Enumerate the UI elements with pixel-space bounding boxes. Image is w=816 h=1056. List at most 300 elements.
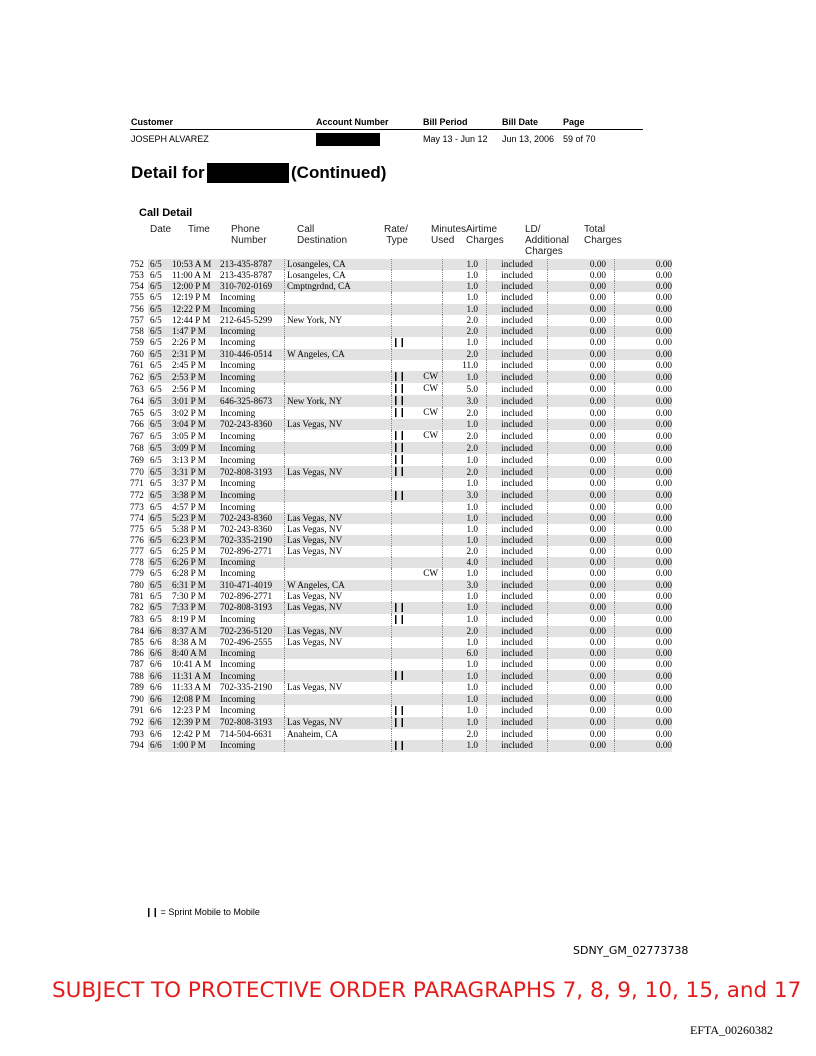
total-charges: 0.00 — [615, 371, 673, 383]
minutes-used: 1.0 — [443, 292, 487, 303]
minutes-used: 1.0 — [443, 371, 487, 383]
col-minutes: Minutes Used — [431, 224, 467, 246]
table-row — [130, 430, 672, 442]
ld-charges: 0.00 — [548, 270, 615, 281]
call-time: 6:25 P M — [172, 546, 206, 557]
minutes-used: 1.0 — [443, 259, 487, 270]
call-date: 6/5 — [150, 590, 162, 601]
call-destination: W Angeles, CA — [285, 349, 392, 360]
rate-type — [392, 568, 443, 579]
table-row — [130, 659, 672, 670]
total-charges: 0.00 — [655, 454, 672, 465]
call-date: 6/5 — [148, 535, 168, 546]
total-charges: 0.00 — [615, 694, 673, 705]
rate-type — [392, 502, 443, 513]
call-destination: Las Vegas, NV — [285, 591, 392, 602]
airtime-charges: included — [487, 670, 548, 682]
call-time: 6:26 P M — [168, 557, 220, 568]
call-time: 12:22 P M — [168, 304, 220, 315]
row-number: 762 — [130, 371, 144, 382]
table-row — [130, 442, 672, 454]
ld-charges: 0.00 — [548, 694, 615, 705]
rate-type — [392, 478, 443, 489]
call-time: 3:13 P M — [172, 454, 206, 465]
airtime-charges: included — [487, 419, 548, 430]
ld-charges: 0.00 — [548, 490, 615, 502]
row-number: 773 — [130, 501, 144, 512]
rate-type — [392, 337, 443, 349]
call-date: 6/5 — [148, 513, 168, 524]
total-charges: 0.00 — [655, 637, 672, 648]
call-time: 12:42 P M — [172, 728, 211, 739]
row-number: 767 — [130, 430, 144, 441]
phone-number: 702-243-8360 — [220, 524, 285, 535]
ld-charges: 0.00 — [548, 546, 615, 557]
minutes-used: 3.0 — [443, 395, 487, 407]
call-destination — [285, 407, 392, 419]
phone-number: 310-471-4019 — [220, 580, 285, 591]
rate-type — [392, 626, 443, 637]
call-destination — [285, 568, 392, 579]
table-row — [130, 395, 672, 407]
airtime-charges: included — [487, 490, 548, 502]
minutes-used: 11.0 — [443, 360, 487, 371]
table-row — [130, 337, 672, 349]
airtime-charges: included — [487, 349, 548, 360]
call-date: 6/5 — [150, 546, 162, 557]
rate-type — [392, 371, 443, 383]
phone-number: 702-236-5120 — [220, 626, 285, 637]
table-row — [130, 292, 672, 303]
legend-text: = Sprint Mobile to Mobile — [160, 907, 260, 917]
airtime-charges: included — [487, 513, 548, 524]
row-number: 758 — [130, 325, 144, 336]
phone-number: Incoming — [220, 454, 285, 466]
total-charges: 0.00 — [655, 614, 672, 625]
call-date: 6/5 — [148, 281, 168, 292]
minutes-used: 2.0 — [443, 626, 487, 637]
table-row — [130, 270, 672, 281]
call-time: 3:02 P M — [172, 407, 206, 418]
airtime-charges: included — [487, 602, 548, 614]
airtime-charges: included — [487, 568, 548, 579]
call-date: 6/6 — [150, 705, 162, 716]
table-row — [130, 360, 672, 371]
section-title: Call Detail — [139, 207, 193, 219]
airtime-charges: included — [487, 383, 548, 395]
call-destination: Cmptngrdnd, CA — [285, 281, 392, 292]
rate-type — [392, 591, 443, 602]
rate-type — [392, 513, 443, 524]
mobile-to-mobile-icon: ❙❙ — [392, 372, 406, 383]
rate-type — [392, 614, 443, 626]
row-number: 786 — [130, 648, 144, 659]
call-destination: Las Vegas, NV — [285, 419, 392, 430]
rate-type — [392, 729, 443, 740]
customer-label: Customer — [131, 117, 174, 127]
airtime-charges: included — [487, 705, 548, 717]
call-destination — [285, 694, 392, 705]
account-number-label: Account Number — [316, 117, 389, 127]
minutes-used: 2.0 — [443, 315, 487, 326]
minutes-used: 1.0 — [443, 659, 487, 670]
row-number: 785 — [130, 637, 144, 648]
call-destination — [285, 337, 392, 349]
table-row — [130, 490, 672, 502]
total-charges: 0.00 — [615, 442, 673, 454]
total-charges: 0.00 — [615, 395, 673, 407]
redaction-account — [316, 133, 380, 146]
minutes-used: 2.0 — [443, 430, 487, 442]
call-destination — [285, 292, 392, 303]
phone-number: Incoming — [220, 442, 285, 454]
call-date: 6/5 — [150, 337, 162, 348]
table-row — [130, 371, 672, 383]
total-charges: 0.00 — [615, 419, 673, 430]
total-charges: 0.00 — [655, 407, 672, 418]
ld-charges: 0.00 — [548, 466, 615, 478]
row-number: 764 — [130, 395, 144, 406]
call-time: 3:37 P M — [172, 478, 206, 489]
table-row — [130, 637, 672, 648]
phone-number: Incoming — [220, 371, 285, 383]
phone-number: 310-446-0514 — [220, 349, 285, 360]
minutes-used: 1.0 — [443, 717, 487, 729]
table-row — [130, 454, 672, 466]
row-number: 792 — [130, 717, 144, 728]
phone-number: Incoming — [220, 557, 285, 568]
airtime-charges: included — [487, 682, 548, 693]
phone-number: Incoming — [220, 614, 285, 626]
ld-charges: 0.00 — [548, 717, 615, 729]
call-time: 6:23 P M — [168, 535, 220, 546]
ld-charges: 0.00 — [548, 513, 615, 524]
minutes-used: 2.0 — [443, 326, 487, 337]
total-charges: 0.00 — [655, 728, 672, 739]
minutes-used: 1.0 — [443, 513, 487, 524]
ld-charges: 0.00 — [548, 360, 615, 371]
row-number: 794 — [130, 740, 144, 751]
rate-type — [392, 717, 443, 729]
minutes-used: 1.0 — [443, 568, 487, 579]
call-time: 8:37 A M — [168, 626, 220, 637]
ld-charges: 0.00 — [548, 580, 615, 591]
protective-order-notice: SUBJECT TO PROTECTIVE ORDER PARAGRAPHS 7, 8, 9, 10, 15, and 17 — [52, 978, 802, 1003]
call-time: 1:00 P M — [168, 740, 220, 752]
rate-type — [392, 419, 443, 430]
ld-charges: 0.00 — [548, 478, 615, 489]
call-destination: Las Vegas, NV — [285, 513, 392, 524]
phone-number: Incoming — [220, 568, 285, 579]
rate-type — [392, 659, 443, 670]
phone-number: Incoming — [220, 383, 285, 395]
phone-number: Incoming — [220, 670, 285, 682]
call-destination — [285, 740, 392, 752]
call-destination — [285, 659, 392, 670]
minutes-used: 1.0 — [443, 535, 487, 546]
ld-charges: 0.00 — [548, 442, 615, 454]
call-time: 5:38 P M — [172, 523, 206, 534]
call-time: 5:23 P M — [168, 513, 220, 524]
airtime-charges: included — [487, 270, 548, 281]
call-time: 1:47 P M — [168, 326, 220, 337]
airtime-charges: included — [487, 454, 548, 466]
row-number: 784 — [130, 625, 144, 636]
call-destination — [285, 371, 392, 383]
mobile-to-mobile-icon: ❙❙ — [392, 443, 406, 454]
table-row — [130, 729, 672, 740]
minutes-used: 1.0 — [443, 270, 487, 281]
call-date: 6/5 — [150, 478, 162, 489]
airtime-charges: included — [487, 535, 548, 546]
row-number: 793 — [130, 728, 144, 739]
row-number: 771 — [130, 478, 144, 489]
call-time: 4:57 P M — [172, 501, 206, 512]
phone-number: Incoming — [220, 490, 285, 502]
total-charges: 0.00 — [615, 513, 673, 524]
minutes-used: 1.0 — [443, 614, 487, 626]
table-row — [130, 535, 672, 546]
table-row — [130, 513, 672, 524]
ld-charges: 0.00 — [548, 371, 615, 383]
mobile-to-mobile-icon: ❙❙ — [392, 490, 406, 501]
detail-title-prefix: Detail for — [131, 163, 205, 182]
airtime-charges: included — [487, 360, 548, 371]
col-destination: Call Destination — [297, 224, 348, 246]
table-row — [130, 591, 672, 602]
minutes-used: 1.0 — [443, 304, 487, 315]
mobile-to-mobile-icon: ❙❙ — [392, 431, 406, 442]
airtime-charges: included — [487, 591, 548, 602]
row-number: 779 — [130, 568, 144, 579]
airtime-charges: included — [487, 292, 548, 303]
call-date: 6/5 — [150, 614, 162, 625]
ld-charges: 0.00 — [548, 568, 615, 579]
call-date: 6/6 — [148, 648, 168, 659]
rate-type — [392, 557, 443, 568]
call-time: 3:05 P M — [172, 430, 206, 441]
total-charges: 0.00 — [615, 281, 673, 292]
phone-number: 646-325-8673 — [220, 395, 285, 407]
total-charges: 0.00 — [655, 292, 672, 303]
phone-number: 702-896-2771 — [220, 546, 285, 557]
ld-charges: 0.00 — [548, 383, 615, 395]
call-time: 2:45 P M — [172, 360, 206, 371]
rate-type — [392, 682, 443, 693]
call-destination — [285, 360, 392, 371]
phone-number: 310-702-0169 — [220, 281, 285, 292]
bill-period-value: May 13 - Jun 12 — [423, 134, 488, 144]
call-destination — [285, 670, 392, 682]
row-number: 791 — [130, 705, 144, 716]
airtime-charges: included — [487, 395, 548, 407]
total-charges: 0.00 — [655, 523, 672, 534]
rate-type — [392, 490, 443, 502]
table-row — [130, 349, 672, 360]
minutes-used: 1.0 — [443, 502, 487, 513]
minutes-used: 1.0 — [443, 524, 487, 535]
row-number: 755 — [130, 292, 144, 303]
total-charges: 0.00 — [655, 383, 672, 394]
call-date: 6/5 — [150, 430, 162, 441]
table-row — [130, 740, 672, 752]
total-charges: 0.00 — [655, 546, 672, 557]
call-time: 12:44 P M — [172, 314, 211, 325]
rate-type — [392, 304, 443, 315]
phone-number: Incoming — [220, 360, 285, 371]
call-destination — [285, 304, 392, 315]
total-charges: 0.00 — [615, 304, 673, 315]
minutes-used: 1.0 — [443, 740, 487, 752]
minutes-used: 4.0 — [443, 557, 487, 568]
ld-charges: 0.00 — [548, 670, 615, 682]
airtime-charges: included — [487, 614, 548, 626]
call-date: 6/5 — [150, 360, 162, 371]
row-number: 781 — [130, 590, 144, 601]
row-number: 754 — [130, 281, 144, 292]
call-date: 6/5 — [150, 568, 162, 579]
mobile-to-mobile-icon: ❙❙ — [392, 740, 406, 751]
ld-charges: 0.00 — [548, 524, 615, 535]
total-charges: 0.00 — [615, 670, 673, 682]
minutes-used: 1.0 — [443, 602, 487, 614]
call-waiting-label: CW — [423, 383, 438, 394]
phone-number: Incoming — [220, 478, 285, 489]
call-date: 6/5 — [150, 501, 162, 512]
call-destination: Las Vegas, NV — [285, 546, 392, 557]
call-time: 6:28 P M — [172, 568, 206, 579]
row-number: 778 — [130, 557, 144, 568]
table-row — [130, 568, 672, 579]
phone-number: Incoming — [220, 694, 285, 705]
call-destination — [285, 478, 392, 489]
ld-charges: 0.00 — [548, 315, 615, 326]
row-number: 788 — [130, 670, 144, 681]
call-destination: Las Vegas, NV — [285, 626, 392, 637]
total-charges: 0.00 — [615, 717, 673, 729]
rate-type — [392, 430, 443, 442]
row-number: 769 — [130, 454, 144, 465]
phone-number: Incoming — [220, 292, 285, 303]
total-charges: 0.00 — [615, 626, 673, 637]
row-number: 756 — [130, 303, 144, 314]
row-number: 753 — [130, 270, 144, 281]
phone-number: 213-435-8787 — [220, 270, 285, 281]
row-number: 765 — [130, 407, 144, 418]
call-date: 6/6 — [150, 728, 162, 739]
table-row — [130, 546, 672, 557]
redaction-title — [207, 163, 289, 183]
row-number: 780 — [130, 579, 144, 590]
call-date: 6/6 — [148, 670, 168, 682]
rate-type — [392, 546, 443, 557]
airtime-charges: included — [487, 626, 548, 637]
call-date: 6/5 — [148, 304, 168, 315]
ld-charges: 0.00 — [548, 682, 615, 693]
call-waiting-label: CW — [423, 407, 438, 418]
call-time: 2:31 P M — [168, 349, 220, 360]
total-charges: 0.00 — [655, 478, 672, 489]
row-number: 782 — [130, 602, 144, 613]
call-date: 6/5 — [148, 419, 168, 430]
call-time: 3:04 P M — [168, 419, 220, 430]
rate-type — [392, 694, 443, 705]
ld-charges: 0.00 — [548, 637, 615, 648]
minutes-used: 5.0 — [443, 383, 487, 395]
ld-charges: 0.00 — [548, 602, 615, 614]
total-charges: 0.00 — [655, 270, 672, 281]
call-date: 6/6 — [150, 659, 162, 670]
phone-number: 702-243-8360 — [220, 419, 285, 430]
call-date: 6/6 — [150, 637, 162, 648]
row-number: 770 — [130, 466, 144, 477]
row-number: 783 — [130, 614, 144, 625]
ld-charges: 0.00 — [548, 430, 615, 442]
call-destination: Losangeles, CA — [285, 270, 392, 281]
phone-number: Incoming — [220, 304, 285, 315]
call-time: 8:19 P M — [172, 614, 206, 625]
phone-number: 702-808-3193 — [220, 717, 285, 729]
rate-type — [392, 466, 443, 478]
call-destination: W Angeles, CA — [285, 580, 392, 591]
ld-charges: 0.00 — [548, 659, 615, 670]
call-time: 8:40 A M — [168, 648, 220, 659]
ld-charges: 0.00 — [548, 407, 615, 419]
call-waiting-label: CW — [423, 430, 438, 441]
minutes-used: 3.0 — [443, 490, 487, 502]
call-date: 6/6 — [148, 626, 168, 637]
ld-charges: 0.00 — [548, 614, 615, 626]
bates-number: SDNY_GM_02773738 — [573, 944, 689, 957]
rate-type — [392, 740, 443, 752]
call-time: 2:56 P M — [172, 383, 206, 394]
bill-date-value: Jun 13, 2006 — [502, 134, 555, 144]
airtime-charges: included — [487, 281, 548, 292]
total-charges: 0.00 — [615, 580, 673, 591]
rate-type — [392, 580, 443, 591]
rate-type — [392, 315, 443, 326]
airtime-charges: included — [487, 430, 548, 442]
ld-charges: 0.00 — [548, 349, 615, 360]
total-charges: 0.00 — [655, 314, 672, 325]
call-time: 3:38 P M — [168, 490, 220, 502]
rate-type — [392, 383, 443, 395]
call-destination — [285, 614, 392, 626]
bill-period-label: Bill Period — [423, 117, 468, 127]
ld-charges: 0.00 — [548, 304, 615, 315]
row-number: 787 — [130, 659, 144, 670]
call-time: 10:41 A M — [172, 659, 212, 670]
rate-type — [392, 670, 443, 682]
call-date: 6/5 — [148, 466, 168, 478]
minutes-used: 2.0 — [443, 442, 487, 454]
ld-charges: 0.00 — [548, 395, 615, 407]
call-destination: New York, NY — [285, 315, 392, 326]
minutes-used: 1.0 — [443, 454, 487, 466]
phone-number: 702-335-2190 — [220, 682, 285, 693]
call-destination: Las Vegas, NV — [285, 602, 392, 614]
call-date: 6/5 — [148, 371, 168, 383]
ld-charges: 0.00 — [548, 281, 615, 292]
table-row — [130, 626, 672, 637]
call-date: 6/5 — [150, 523, 162, 534]
minutes-used: 2.0 — [443, 407, 487, 419]
airtime-charges: included — [487, 659, 548, 670]
row-number: 759 — [130, 337, 144, 348]
airtime-charges: included — [487, 478, 548, 489]
airtime-charges: included — [487, 259, 548, 270]
minutes-used: 3.0 — [443, 580, 487, 591]
